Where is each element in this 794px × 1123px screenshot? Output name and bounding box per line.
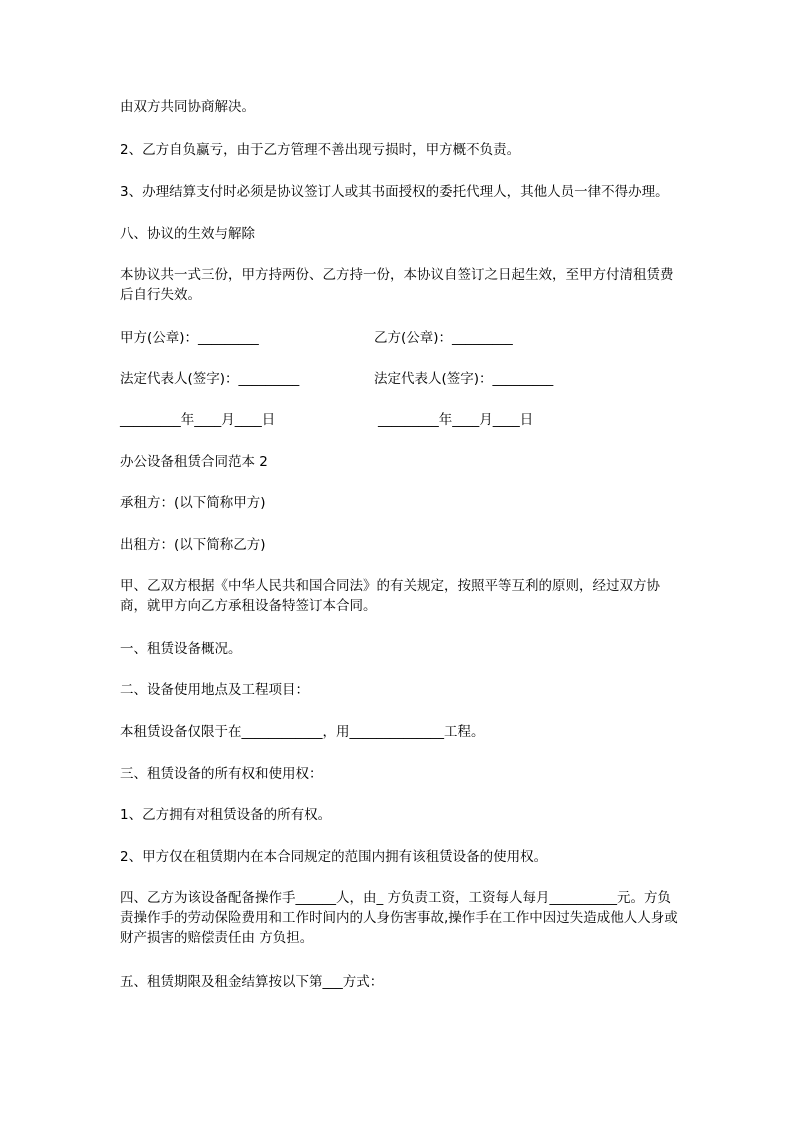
contract-2-title: 办公设备租赁合同范本 2 <box>120 454 268 470</box>
section-1-heading: 一、租赁设备概况。 <box>120 641 242 657</box>
lessor-line: 出租方：(以下简称乙方) <box>120 537 266 553</box>
section-2-heading: 二、设备使用地点及工程项目： <box>120 682 309 698</box>
party-b-representative: 法定代表人(签字)：_________ <box>374 371 554 387</box>
lessee-line: 承租方：(以下简称甲方) <box>120 495 266 511</box>
ownership-clause-2: 2、甲方仅在租赁期内在本合同规定的范围内拥有该租赁设备的使用权。 <box>120 849 548 865</box>
party-a-date: _________年____月____日 <box>120 412 276 428</box>
clause-3-settlement: 3、办理结算支付时必须是协议签订人或其书面授权的委托代理人，其他人员一律不得办理。 <box>120 184 669 200</box>
section-8-heading: 八、协议的生效与解除 <box>120 226 255 242</box>
paragraph-resolution: 由双方共同协商解决。 <box>120 99 255 115</box>
location-clause: 本租赁设备仅限于在____________，用______________工程。 <box>120 724 485 740</box>
section-5-heading: 五、租赁期限及租金结算按以下第___方式： <box>120 974 384 990</box>
section-4-operator-paragraph: 四、乙方为该设备配备操作手______人，由_ 方负责工资，工资每人每月__________元。方负责操作手的劳动保险费用和工作时间内的人身伤害事故,操作手在工作中因过失造成他人人身或财产损害的赔偿责任由 方负担。 <box>120 890 678 946</box>
party-a-representative: 法定代表人(签字)：_________ <box>120 371 300 387</box>
party-a-seal: 甲方(公章)：_________ <box>120 330 259 346</box>
paragraph-validity: 本协议共一式三份，甲方持两份、乙方持一份，本协议自签订之日起生效，至甲方付清租赁费后自行失效。 <box>120 267 674 303</box>
party-b-date: _________年____月____日 <box>378 412 534 428</box>
party-b-seal: 乙方(公章)：_________ <box>374 330 513 346</box>
section-3-heading: 三、租赁设备的所有权和使用权： <box>120 766 323 782</box>
clause-2-loss: 2、乙方自负赢亏，由于乙方管理不善出现亏损时，甲方概不负责。 <box>120 142 521 158</box>
ownership-clause-1: 1、乙方拥有对租赁设备的所有权。 <box>120 807 332 823</box>
preamble-paragraph: 甲、乙双方根据《中华人民共和国合同法》的有关规定，按照平等互利的原则，经过双方协商，就甲方向乙方承租设备特签订本合同。 <box>120 578 660 614</box>
